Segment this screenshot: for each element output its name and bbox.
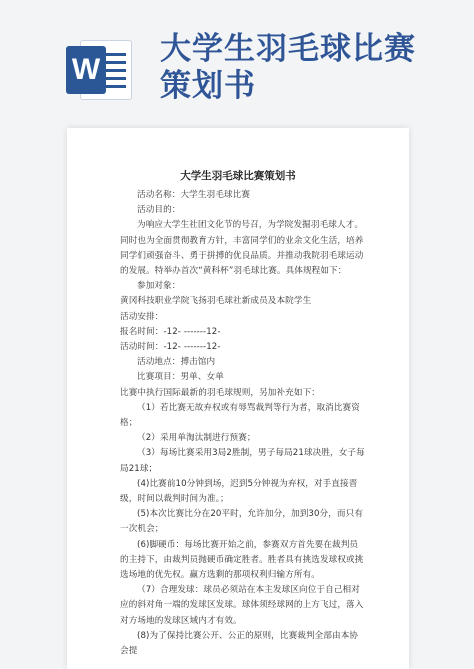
document-paragraph: 活动目的： <box>137 205 181 216</box>
document-paragraph: (5)本次比赛比分在20平时，允许加分，加到30分，而只有一次机会； <box>120 509 364 535</box>
document-paragraph: （2）采用单淘汰制进行预赛； <box>137 433 256 444</box>
word-icon-line <box>106 61 126 64</box>
document-paragraph: 黄冈科技职业学院飞扬羽毛球社新成员及本院学生 <box>120 296 312 307</box>
word-document-icon <box>66 40 132 100</box>
document-paragraph: (4)比赛前10分钟到场，迟到5分钟视为弃权，对手直接晋级，时间以裁判时间为准。； <box>120 478 358 505</box>
banner-title-line1: 大学生羽毛球比赛 <box>160 31 416 67</box>
word-icon-letter: W <box>66 46 106 94</box>
word-icon-line <box>106 53 126 56</box>
document-page <box>67 128 409 669</box>
document-paragraph: (8)为了保持比赛公开、公正的原则，比赛裁判全部由本协会提 <box>120 630 359 657</box>
document-paragraph: 活动地点：搏击馆内 <box>137 357 216 368</box>
document-body <box>120 188 366 659</box>
document-paragraph: 为响应大学生社团文化节的号召，为学院发掘羽毛球人才。同时也为全面贯彻教育方针，丰富同学们的业余文化生活，培养同学们顽强奋斗、勇于拼搏的优良品质。并推动我院羽毛球运动的发展。特举办首次“黄科杯”羽毛球比赛。具体规程如下： <box>120 220 364 277</box>
document-paragraph: 活动安排： <box>120 311 164 322</box>
document-paragraph: 活动时间：-12- -------12- <box>120 342 221 353</box>
document-title: 大学生羽毛球比赛策划书 <box>180 170 296 182</box>
document-paragraph: 比赛中执行国际最新的羽毛球规则，另加补充如下： <box>120 387 320 398</box>
document-paragraph: (6)脚硬币：每场比赛开始之前，参赛双方首先要在裁判员的主持下，由裁判员抛硬币确定胜者。胜者具有挑选发球权或挑选场地的优先权。赢方选剩的那项权利归输方所有。 <box>120 539 364 581</box>
word-icon-line <box>106 69 126 72</box>
banner-title <box>160 31 460 105</box>
document-paragraph: 比赛项目：男单、女单 <box>137 372 224 383</box>
document-paragraph: （1）若比赛无故弃权或有辱骂裁判等行为者，取消比赛资格； <box>120 402 360 429</box>
word-icon-line <box>106 85 126 88</box>
word-icon-line <box>106 77 126 80</box>
document-paragraph: 报名时间：-12- -------12- <box>120 326 221 337</box>
document-paragraph: （3）每场比赛采用3局2胜制，男子每局21球决胜，女子每局21球； <box>120 448 365 474</box>
document-banner <box>0 0 474 110</box>
document-paragraph: 活动名称：大学生羽毛球比赛 <box>137 190 251 200</box>
document-paragraph: （7）合理发球：球员必须站在本主发球区向位于自己相对应的斜对角一端的发球区发球。球体须经球网的上方飞过，落入对方场地的发球区域内才有效。 <box>120 585 364 626</box>
document-paragraph: 参加对象： <box>137 281 181 292</box>
banner-title-line2: 策划书 <box>160 68 256 104</box>
